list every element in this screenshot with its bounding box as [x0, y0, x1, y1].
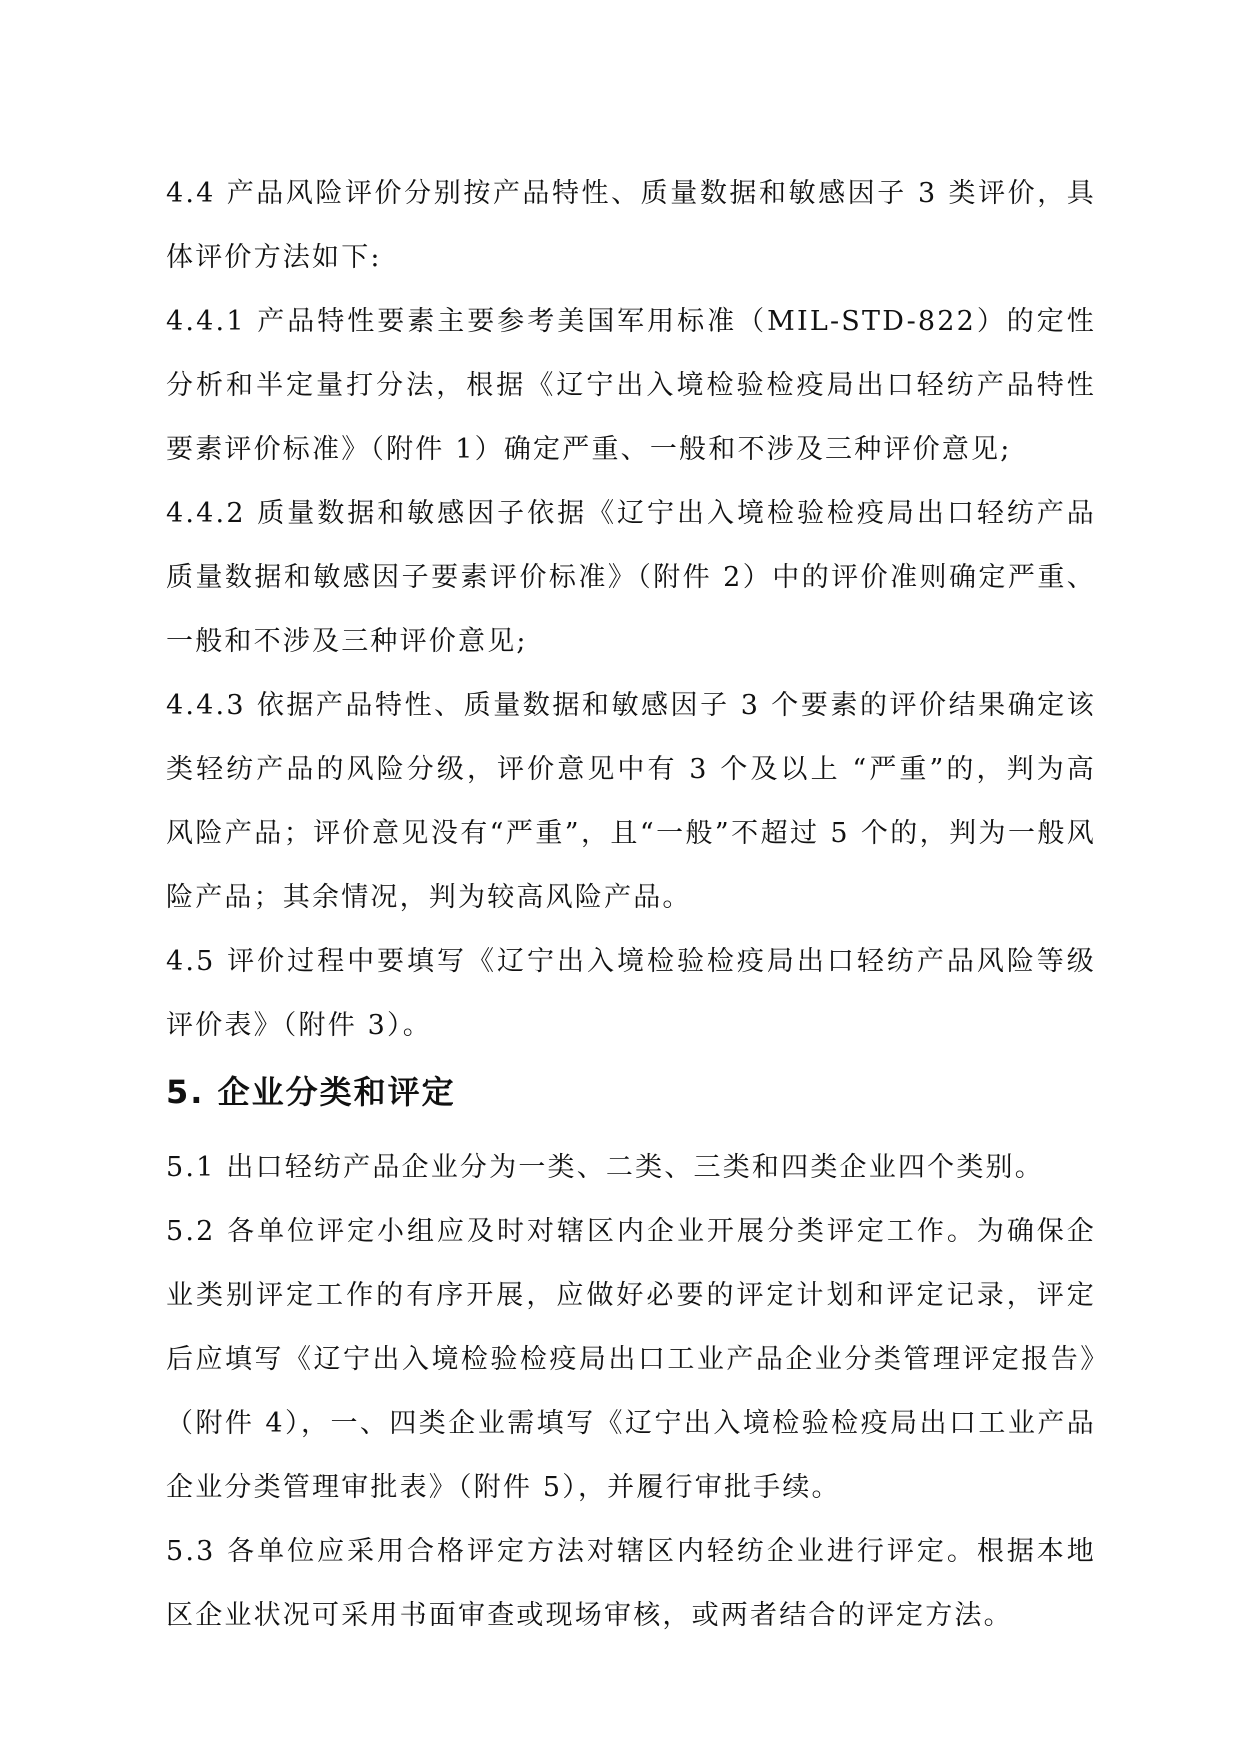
document-body [166, 162, 1096, 1648]
paragraph-4-4-1: 4.4.1 产品特性要素主要参考美国军用标准（MIL-STD-822）的定性分析和半定量打分法，根据《辽宁出入境检验检疫局出口轻纺产品特性要素评价标准》（附件 1）确定严重、一般和不涉及三种评价意见; [166, 306, 1096, 465]
paragraph-4-4-3: 4.4.3 依据产品特性、质量数据和敏感因子 3 个要素的评价结果确定该类轻纺产品的风险分级，评价意见中有 3 个及以上 “严重”的，判为高风险产品；评价意见没有“严重”，且“一般”不超过 5 个的，判为一般风险产品；其余情况，判为较高风险产品。 [166, 690, 1096, 913]
paragraph-5-3: 5.3 各单位应采用合格评定方法对辖区内轻纺企业进行评定。根据本地区企业状况可采用书面审查或现场审核，或两者结合的评定方法。 [166, 1536, 1096, 1631]
paragraph-4-5: 4.5 评价过程中要填写《辽宁出入境检验检疫局出口轻纺产品风险等级评价表》（附件 3）。 [166, 946, 1096, 1041]
paragraph-5-1: 5.1 出口轻纺产品企业分为一类、二类、三类和四类企业四个类别。 [166, 1152, 1044, 1183]
paragraph-4-4-2: 4.4.2 质量数据和敏感因子依据《辽宁出入境检验检疫局出口轻纺产品质量数据和敏感因子要素评价标准》（附件 2）中的评价准则确定严重、一般和不涉及三种评价意见; [166, 498, 1096, 657]
paragraph-5-2: 5.2 各单位评定小组应及时对辖区内企业开展分类评定工作。为确保企业类别评定工作的有序开展，应做好必要的评定计划和评定记录，评定后应填写《辽宁出入境检验检疫局出口工业产品企业分类管理评定报告》（附件 4），一、四类企业需填写《辽宁出入境检验检疫局出口工业产品企业分类管理审批表》（附件 5），并履行审批手续。 [166, 1216, 1096, 1503]
section-heading-5: 5. 企业分类和评定 [166, 1073, 456, 1111]
paragraph-4-4: 4.4 产品风险评价分别按产品特性、质量数据和敏感因子 3 类评价，具体评价方法如下: [166, 178, 1096, 273]
